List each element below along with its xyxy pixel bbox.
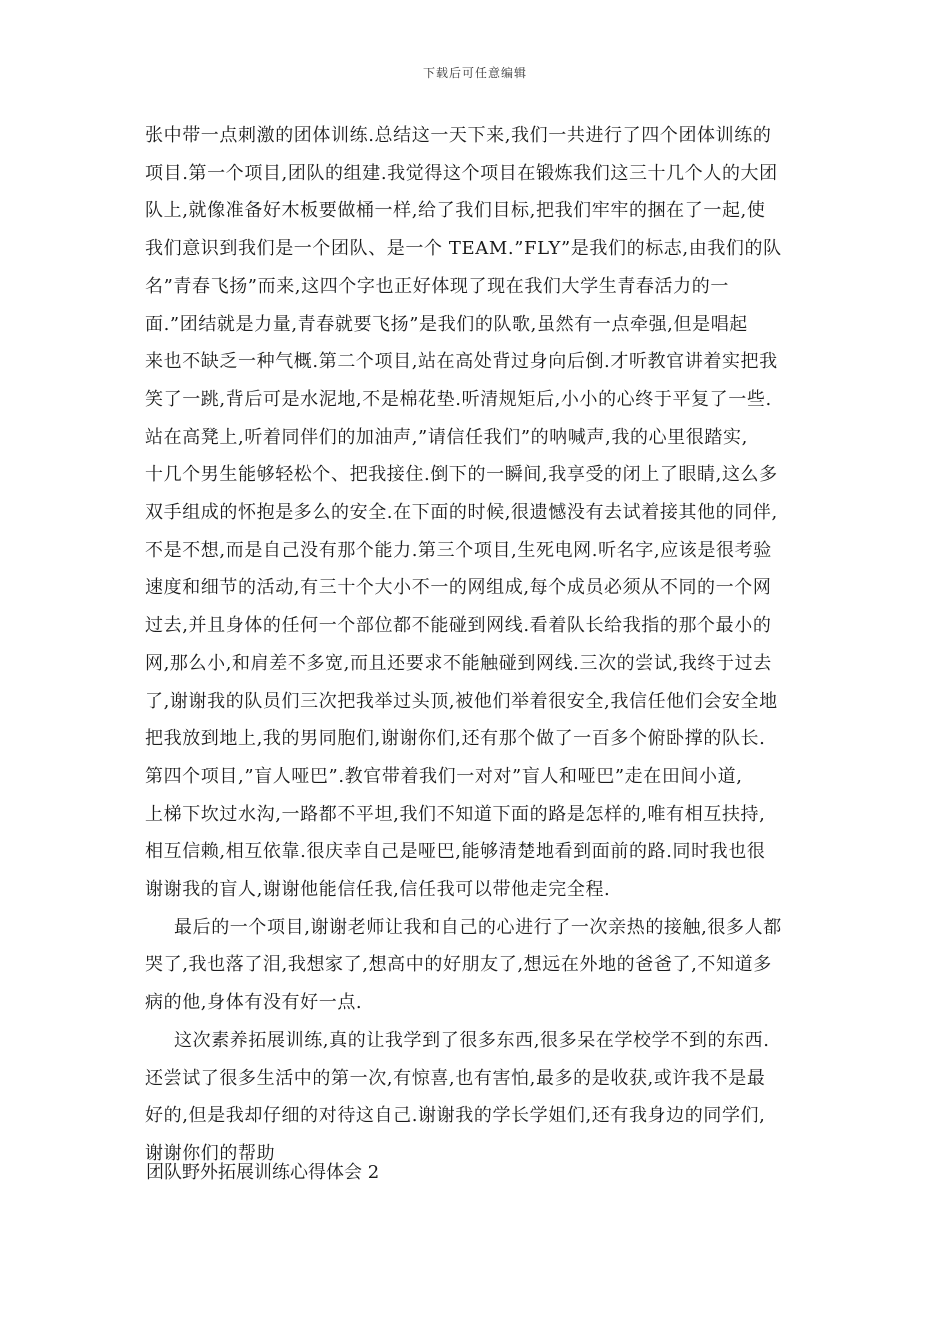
paragraph-3-line: 还尝试了很多生活中的第一次,有惊喜,也有害怕,最多的是收获,或许我不是最 — [145, 1067, 766, 1089]
paragraph-3 — [145, 1022, 810, 1173]
paragraph-1-line: 我们意识到我们是一个团队、是一个 TEAM.”FLY”是我们的标志,由我们的队 — [145, 238, 782, 260]
paragraph-1-line: 双手组成的怀抱是多么的安全.在下面的时候,很遗憾没有去试着接其他的同伴, — [145, 502, 778, 524]
paragraph-1-line: 队上,就像准备好木板要做桶一样,给了我们目标,把我们牢牢的捆在了一起,使 — [145, 200, 766, 222]
paragraph-1-line: 十几个男生能够轻松个、把我接住.倒下的一瞬间,我享受的闭上了眼睛,这么多 — [145, 464, 778, 486]
paragraph-1 — [145, 117, 810, 909]
paragraph-2-line: 病的他,身体有没有好一点. — [145, 992, 363, 1014]
paragraph-3-line: 好的,但是我却仔细的对待这自己.谢谢我的学长学姐们,还有我身边的同学们, — [145, 1105, 766, 1127]
paragraph-1-line: 网,那么小,和肩差不多宽,而且还要求不能触碰到网线.三次的尝试,我终于过去 — [145, 652, 772, 674]
paragraph-1-line: 不是不想,而是自己没有那个能力.第三个项目,生死电网.听名字,应该是很考验 — [145, 539, 772, 561]
paragraph-3-line: 这次素养拓展训练,真的让我学到了很多东西,很多呆在学校学不到的东西. — [174, 1029, 770, 1051]
page-header: 下载后可任意编辑 — [422, 66, 527, 80]
document-body — [145, 117, 810, 1173]
paragraph-1-line: 过去,并且身体的任何一个部位都不能碰到网线.看着队长给我指的那个最小的 — [145, 615, 772, 637]
paragraph-1-line: 面.”团结就是力量,青春就要飞扬”是我们的队歌,虽然有一点牵强,但是唱起 — [145, 313, 748, 335]
paragraph-2-line: 最后的一个项目,谢谢老师让我和自己的心进行了一次亲热的接触,很多人都 — [174, 916, 782, 938]
paragraph-1-line: 把我放到地上,我的男同胞们,谢谢你们,还有那个做了一百多个俯卧撑的队长. — [145, 728, 766, 750]
paragraph-1-line: 第四个项目,”盲人哑巴”.教官带着我们一对对”盲人和哑巴”走在田间小道, — [145, 765, 743, 787]
section-title: 团队野外拓展训练心得体会 2 — [146, 1162, 380, 1183]
paragraph-1-line: 站在高凳上,听着同伴们的加油声,”请信任我们”的呐喊声,我的心里很踏实, — [145, 426, 748, 448]
paragraph-1-line: 来也不缺乏一种气概.第二个项目,站在高处背过身向后倒.才听教官讲着实把我 — [145, 351, 778, 373]
paragraph-1-line: 速度和细节的活动,有三十个大小不一的网组成,每个成员必须从不同的一个网 — [145, 577, 772, 599]
paragraph-1-line: 项目.第一个项目,团队的组建.我觉得这个项目在锻炼我们这三十几个人的大团 — [145, 162, 778, 184]
paragraph-1-line: 上梯下坎过水沟,一路都不平坦,我们不知道下面的路是怎样的,唯有相互扶持, — [145, 803, 766, 825]
paragraph-1-line: 谢谢我的盲人,谢谢他能信任我,信任我可以带他走完全程. — [145, 879, 611, 901]
paragraph-1-line: 名”青春飞扬”而来,这四个字也正好体现了现在我们大学生青春活力的一 — [145, 275, 729, 297]
paragraph-1-line: 笑了一跳,背后可是水泥地,不是棉花垫.听清规矩后,小小的心终于平复了一些. — [145, 388, 772, 410]
paragraph-2 — [145, 909, 810, 1022]
paragraph-1-line: 了,谢谢我的队员们三次把我举过头顶,被他们举着很安全,我信任他们会安全地 — [145, 690, 778, 712]
paragraph-3-line: 谢谢你们的帮助 — [145, 1142, 276, 1164]
paragraph-1-line: 相互信赖,相互依靠.很庆幸自己是哑巴,能够清楚地看到面前的路.同时我也很 — [145, 841, 766, 863]
paragraph-2-line: 哭了,我也落了泪,我想家了,想高中的好朋友了,想远在外地的爸爸了,不知道多 — [145, 954, 772, 976]
paragraph-1-line: 张中带一点刺激的团体训练.总结这一天下来,我们一共进行了四个团体训练的 — [145, 125, 772, 146]
